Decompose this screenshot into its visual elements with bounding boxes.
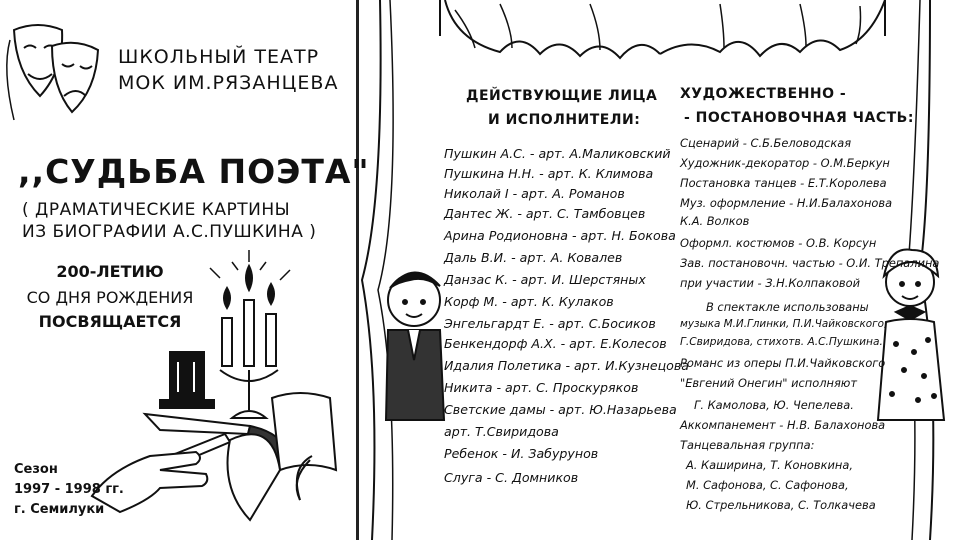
dedication-line1: 200-ЛЕТИЮ — [56, 262, 164, 281]
crew-line: музыка М.И.Глинки, П.И.Чайковского, — [680, 318, 888, 330]
cast-line: Николай I - арт. А. Романов — [444, 186, 625, 201]
cast-line: Пушкина Н.Н. - арт. К. Климова — [444, 166, 654, 181]
cast-heading-line2: И ИСПОЛНИТЕЛИ: — [488, 112, 641, 128]
crew-line: Муз. оформление - Н.И.Балахонова — [680, 196, 893, 210]
crew-line: М. Сафонова, С. Сафонова, — [686, 478, 849, 492]
cast-line: Дантес Ж. - арт. С. Тамбовцев — [444, 206, 646, 221]
cast-line: Идалия Полетика - арт. И.Кузнецова — [444, 358, 689, 373]
cast-line: Энгельгардт Е. - арт. С.Босиков — [444, 316, 656, 331]
theatre-name-line1: ШКОЛЬНЫЙ ТЕАТР — [118, 46, 320, 68]
crew-line: Ю. Стрельникова, С. Толкачева — [686, 498, 876, 512]
cast-line: Бенкендорф А.Х. - арт. Е.Колесов — [444, 336, 667, 351]
play-title: ,,СУДЬБА ПОЭТА" — [18, 152, 370, 191]
cast-line: Ребенок - И. Забурунов — [444, 446, 599, 461]
theatre-masks-icon — [7, 25, 98, 120]
crew-line: К.А. Волков — [680, 214, 750, 228]
crew-line: Оформл. костюмов - О.В. Корсун — [680, 236, 877, 250]
crew-line: Танцевальная группа: — [680, 438, 815, 452]
dedication-line2: СО ДНЯ РОЖДЕНИЯ — [26, 288, 194, 307]
crew-line: Г. Камолова, Ю. Чепелева. — [694, 398, 854, 412]
season-city: г. Семилуки — [14, 502, 105, 517]
crew-line: Г.Свиридова, стихотв. А.С.Пушкина. — [680, 336, 883, 348]
crew-line: при участии - З.Н.Колпаковой — [680, 276, 861, 290]
theatre-name-line2: МОК ИМ.РЯЗАНЦЕВА — [118, 72, 339, 94]
panel-divider-left — [356, 0, 359, 540]
cast-line: Пушкин А.С. - арт. А.Маликовский — [444, 146, 671, 161]
season-label: Сезон — [14, 462, 58, 477]
top-hat-icon — [160, 352, 214, 408]
cast-line: Слуга - С. Домников — [444, 470, 579, 485]
girl-figure-icon — [878, 250, 944, 420]
cast-line: Арина Родионовна - арт. Н. Бокова — [444, 228, 676, 243]
boy-figure-icon — [386, 272, 444, 420]
crew-line: В спектакле использованы — [706, 300, 869, 314]
crew-heading-line2: - ПОСТАНОВОЧНАЯ ЧАСТЬ: — [684, 110, 914, 126]
cast-line: Светские дамы - арт. Ю.Назарьева — [444, 402, 677, 417]
play-subtitle-line1: ( ДРАМАТИЧЕСКИЕ КАРТИНЫ — [22, 200, 291, 220]
cast-line: арт. Т.Свиридова — [444, 424, 559, 439]
season-years: 1997 - 1998 гг. — [14, 482, 124, 497]
cast-line: Даль В.И. - арт. А. Ковалев — [444, 250, 623, 265]
crew-heading-line1: ХУДОЖЕСТВЕННО - — [680, 86, 847, 102]
crew-line: А. Каширина, Т. Коновкина, — [686, 458, 853, 472]
cast-line: Данзас К. - арт. И. Шерстяных — [444, 272, 646, 287]
crew-line: Художник-декоратор - О.М.Беркун — [680, 156, 890, 170]
crew-line: Постановка танцев - Е.Т.Королева — [680, 176, 887, 190]
candelabra-icon — [210, 250, 290, 418]
cast-line: Никита - арт. С. Проскуряков — [444, 380, 639, 395]
crew-line: Романс из оперы П.И.Чайковского — [680, 356, 886, 370]
cast-heading-line1: ДЕЙСТВУЮЩИЕ ЛИЦА — [466, 88, 658, 104]
crew-line: "Евгений Онегин" исполняют — [680, 376, 858, 390]
cast-line: Корф М. - арт. К. Кулаков — [444, 294, 614, 309]
play-subtitle-line2: ИЗ БИОГРАФИИ А.С.ПУШКИНА ) — [22, 222, 317, 242]
crew-line: Аккомпанемент - Н.В. Балахонова — [680, 418, 886, 432]
crew-line: Зав. постановочн. частью - О.И. Трепалина — [680, 256, 940, 270]
dedication-line3: ПОСВЯЩАЕТСЯ — [38, 312, 182, 331]
crew-line: Сценарий - С.Б.Беловодская — [680, 136, 852, 150]
